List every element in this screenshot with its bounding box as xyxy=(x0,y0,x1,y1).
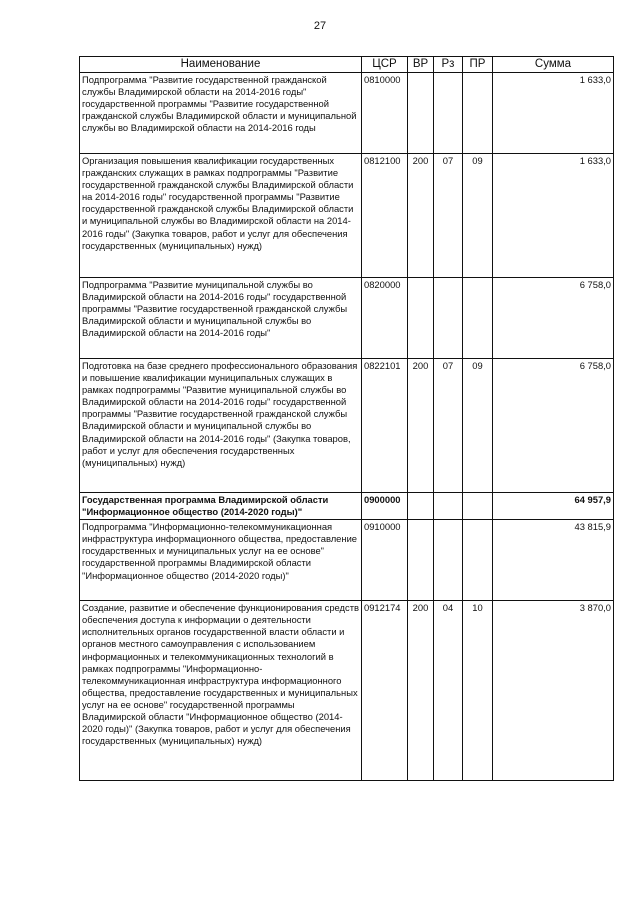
table-row xyxy=(80,154,614,278)
row-sum: 6 758,0 xyxy=(493,359,614,493)
row-name: Подпрограмма "Информационно-телекоммуникационная инфраструктура информационного общества, предоставление государственных и муниципальных услуг на ее основе" государственной программы Владимирской области "Информационное общество (2014-2020 годы)" xyxy=(80,520,362,601)
row-name: Подпрограмма "Развитие государственной гражданской службы Владимирской области на 2014-2016 годы" государственной программы "Развитие государственной гражданской службы Владимирской области и муниципальной службы во Владимирской области на 2014-2016 годы xyxy=(80,73,362,154)
row-rz xyxy=(434,73,463,154)
header-vr: ВР xyxy=(408,57,434,73)
row-name: Подпрограмма "Развитие муниципальной службы во Владимирской области на 2014-2016 годы" государственной программы "Развитие государственной гражданской службы Владимирской области и муниципальной службы во Владимирской области на 2014-2016 годы" xyxy=(80,278,362,359)
row-name: Организация повышения квалификации государственных гражданских служащих в рамках подпрограммы "Развитие государственной гражданской службы Владимирской области на 2014-2016 годы" государственной программы "Развитие государственной гражданской службы Владимирской области и муниципальной службы во Владимирской области на 2014-2016 годы" (Закупка товаров, работ и услуг для обеспечения государственных (муниципальных) нужд) xyxy=(80,154,362,278)
row-csr: 0820000 xyxy=(362,278,408,359)
row-csr: 0812100 xyxy=(362,154,408,278)
row-rz: 07 xyxy=(434,359,463,493)
row-csr: 0822101 xyxy=(362,359,408,493)
row-csr: 0810000 xyxy=(362,73,408,154)
row-rz xyxy=(434,493,463,520)
row-name: Подготовка на базе среднего профессионального образования и повышение квалификации муниципальных служащих в рамках подпрограммы "Развитие муниципальной службы во Владимирской области на 2014-2016 годы" государственной программы "Развитие государственной гражданской службы Владимирской области и муниципальной службы во Владимирской области на 2014-2016 годы" (Закупка товаров, работ и услуг для обеспечения государственных (муниципальных) нужд) xyxy=(80,359,362,493)
row-vr xyxy=(408,493,434,520)
table-row xyxy=(80,359,614,493)
row-pr: 09 xyxy=(463,154,493,278)
row-sum: 3 870,0 xyxy=(493,601,614,781)
row-rz: 07 xyxy=(434,154,463,278)
row-rz xyxy=(434,278,463,359)
row-pr: 10 xyxy=(463,601,493,781)
row-vr: 200 xyxy=(408,154,434,278)
header-pr: ПР xyxy=(463,57,493,73)
row-name: Государственная программа Владимирской области "Информационное общество (2014-2020 годы)" xyxy=(80,493,362,520)
row-sum: 64 957,9 xyxy=(493,493,614,520)
row-csr: 0912174 xyxy=(362,601,408,781)
row-rz: 04 xyxy=(434,601,463,781)
table-row xyxy=(80,493,614,520)
header-name: Наименование xyxy=(80,57,362,73)
table-row xyxy=(80,278,614,359)
table-row xyxy=(80,520,614,601)
row-csr: 0910000 xyxy=(362,520,408,601)
table-row xyxy=(80,601,614,781)
row-csr: 0900000 xyxy=(362,493,408,520)
header-sum: Сумма xyxy=(493,57,614,73)
row-sum: 6 758,0 xyxy=(493,278,614,359)
row-vr: 200 xyxy=(408,601,434,781)
row-sum: 1 633,0 xyxy=(493,154,614,278)
table-header-row xyxy=(80,57,614,73)
row-name: Создание, развитие и обеспечение функционирования средств обеспечения доступа к информации о деятельности исполнительных органов государственной власти области и органов местного самоуправления с использованием информационных и телекоммуникационных технологий в рамках подпрограммы "Информационно-телекоммуникационная инфраструктура информационного общества, предоставление государственных и муниципальных услуг на ее основе" государственной программы Владимирской области "Информационное общество (2014-2020 годы)" (Закупка товаров, работ и услуг для обеспечения государственных (муниципальных) нужд) xyxy=(80,601,362,781)
budget-table xyxy=(79,56,614,781)
row-sum: 43 815,9 xyxy=(493,520,614,601)
row-pr xyxy=(463,493,493,520)
table-row xyxy=(80,73,614,154)
header-rz: Рз xyxy=(434,57,463,73)
row-vr xyxy=(408,278,434,359)
row-pr xyxy=(463,278,493,359)
page-number: 27 xyxy=(313,20,327,32)
row-pr: 09 xyxy=(463,359,493,493)
row-pr xyxy=(463,520,493,601)
row-pr xyxy=(463,73,493,154)
row-vr xyxy=(408,520,434,601)
header-csr: ЦСР xyxy=(362,57,408,73)
row-sum: 1 633,0 xyxy=(493,73,614,154)
row-vr: 200 xyxy=(408,359,434,493)
row-vr xyxy=(408,73,434,154)
row-rz xyxy=(434,520,463,601)
